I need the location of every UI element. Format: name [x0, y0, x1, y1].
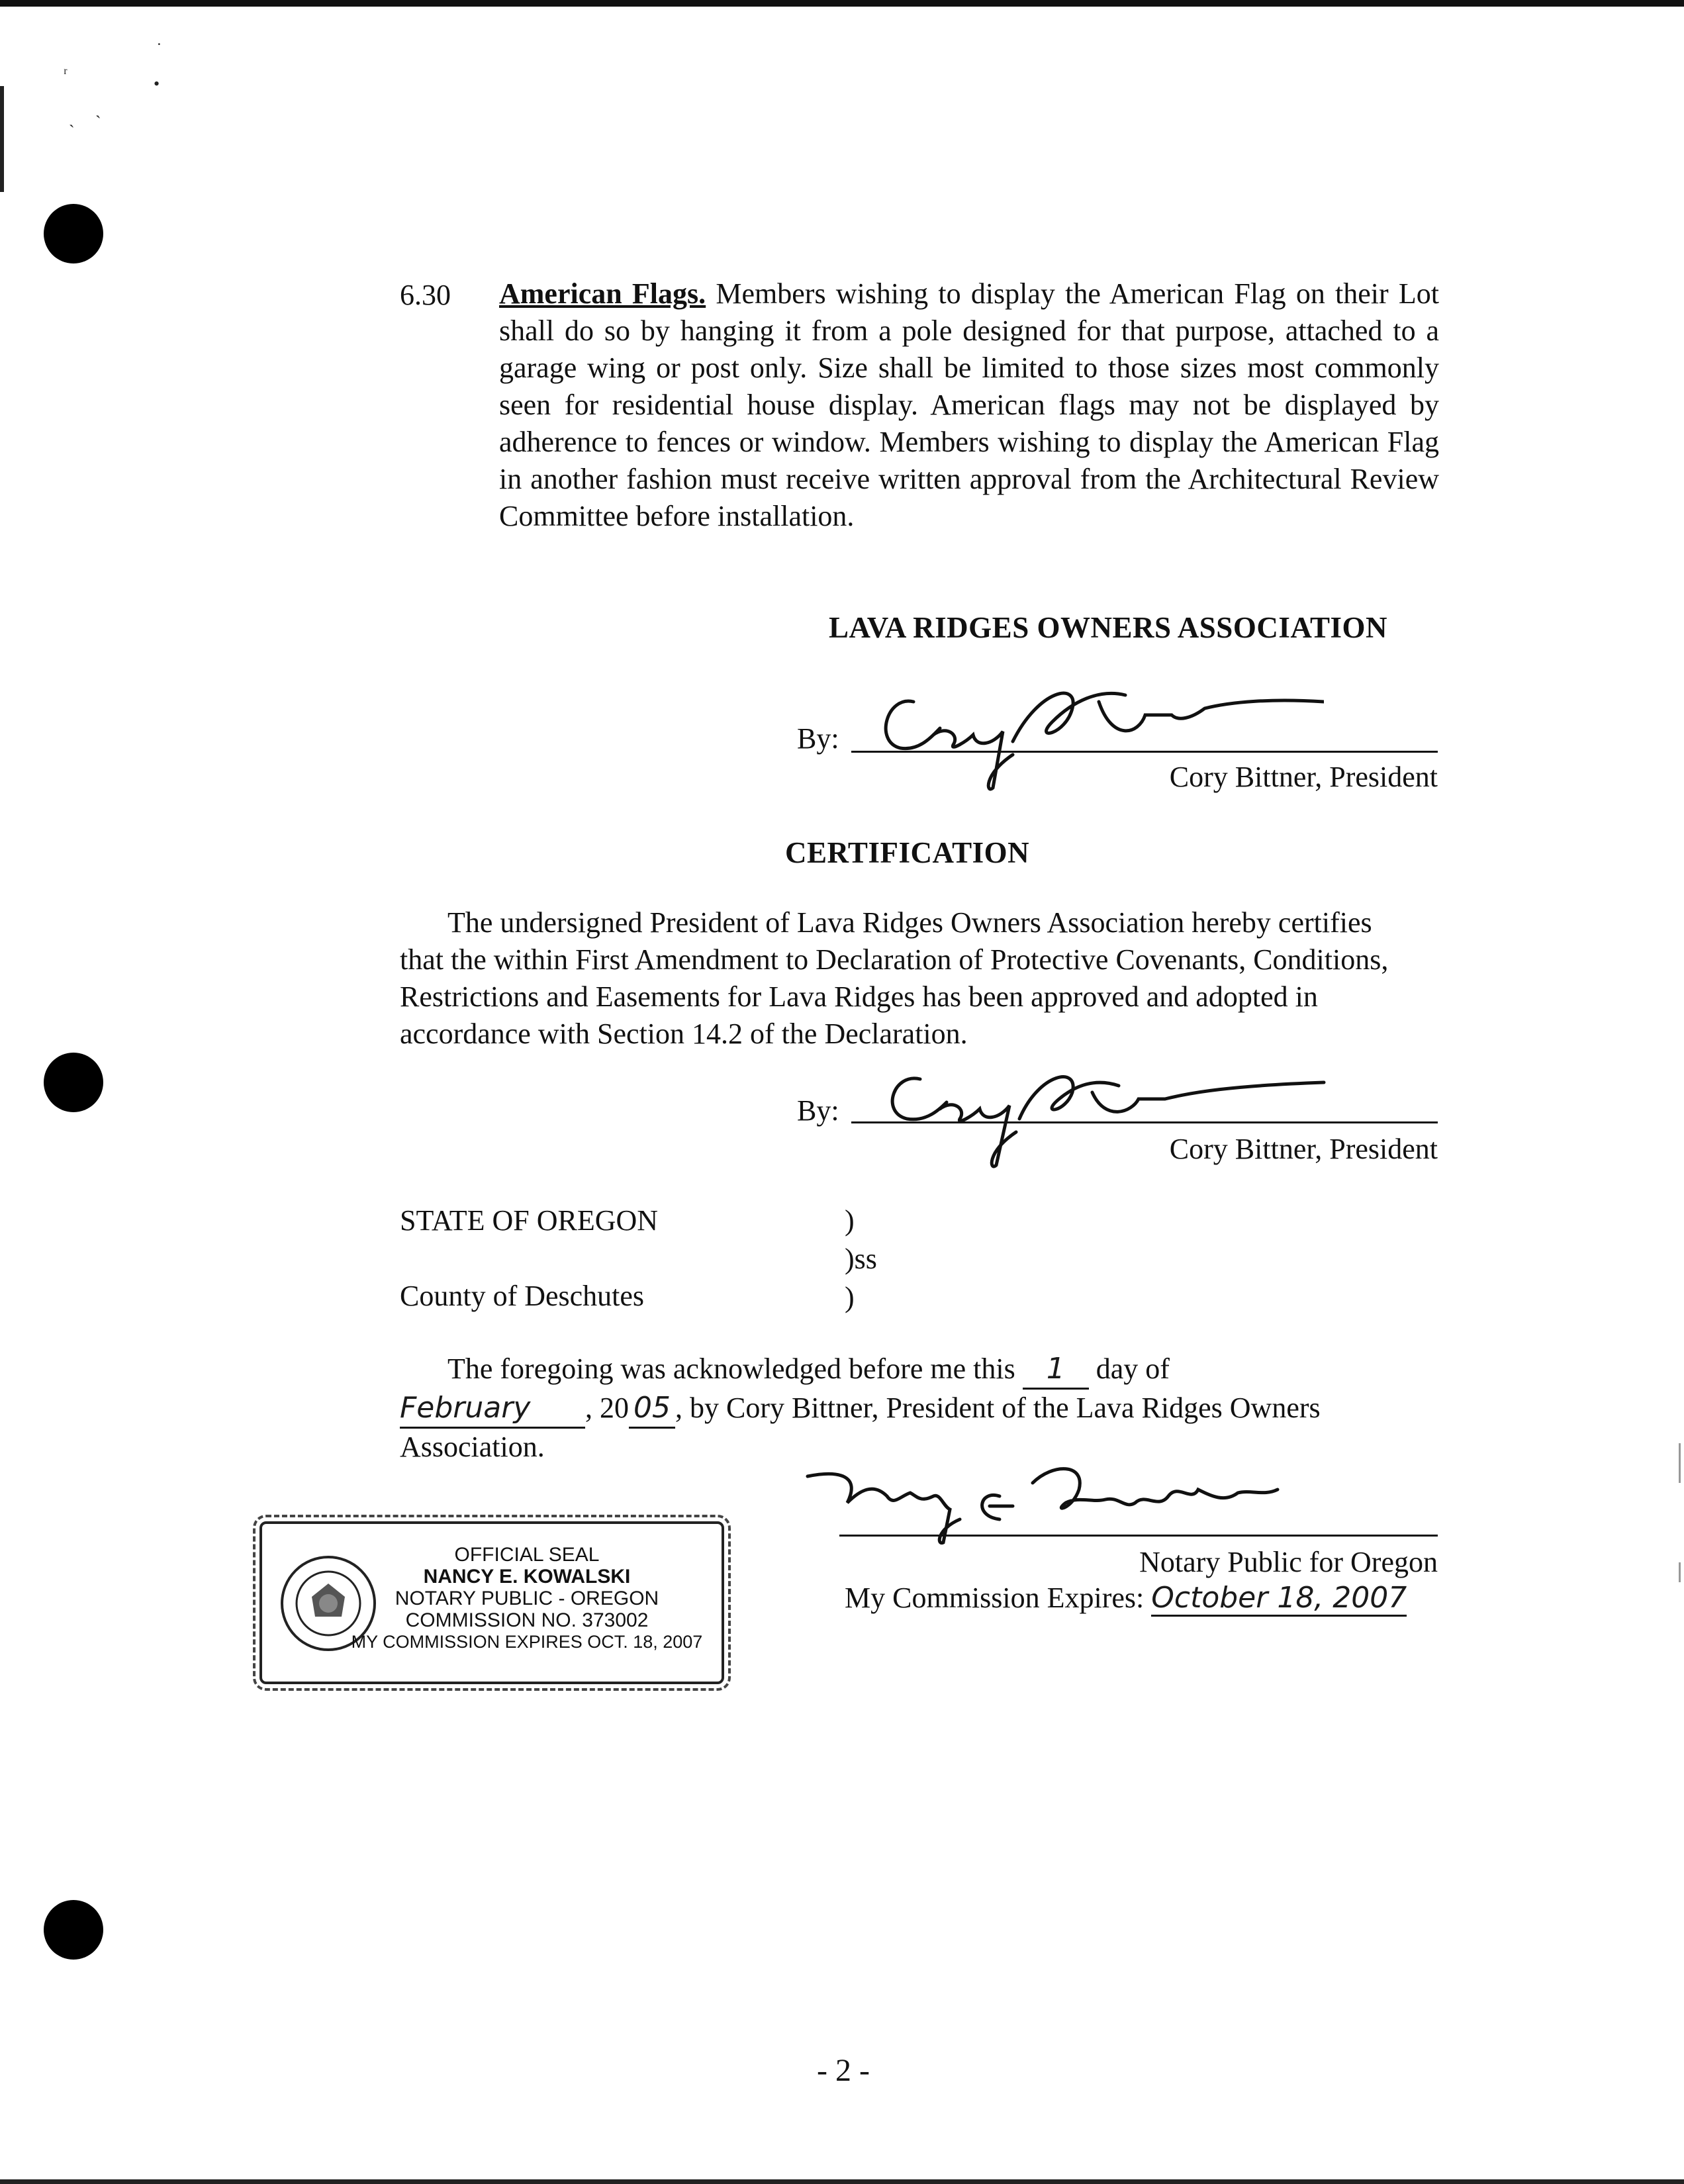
- scan-left-edge: [0, 86, 4, 192]
- section-paragraph: [499, 275, 1439, 535]
- signature-line: [851, 751, 1438, 753]
- state-label: STATE OF OREGON: [400, 1204, 659, 1237]
- ack-text: day of: [1088, 1353, 1170, 1385]
- section-body: Members wishing to display the American Flag on their Lot shall do so by hanging it from a pole designed for that purpose, attached to a garage wing or post only. Size shall be limited to those sizes most commonly seen for residential house display. American flags may not be displayed by adherence to fences or window. Members wishing to display the American Flag in another fashion must receive written approval from the Architectural Review Committee before installation.: [499, 277, 1440, 532]
- by-label: By:: [797, 722, 839, 755]
- notary-seal-stamp: [259, 1521, 724, 1684]
- ack-day-field: 1: [1023, 1351, 1089, 1390]
- scan-top-edge: [0, 0, 1684, 7]
- punch-hole-bottom: [44, 1900, 103, 1960]
- ack-text: , by Cory Bittner, President of the Lava Ridges Owners: [675, 1392, 1321, 1424]
- scan-mark: [1679, 1562, 1681, 1582]
- scan-speck: •: [154, 74, 160, 93]
- notary-title: Notary Public for Oregon: [1139, 1546, 1438, 1578]
- certification-text: The undersigned President of Lava Ridges Owners Association hereby certifies that the within First Amendment to Declaration of Protective Covenants, Conditions, Restrictions and Easements for Lava Ridges has been approved and adopted in accordance with Section 14.2 of the Declaration.: [400, 906, 1389, 1050]
- commission-expires-date: October 18, 2007: [1151, 1581, 1407, 1617]
- seal-line-name: NANCY E. KOWALSKI: [423, 1566, 631, 1588]
- section-number: 6.30: [400, 279, 451, 311]
- by-label: By:: [797, 1094, 839, 1127]
- seal-text-block: [348, 1544, 706, 1653]
- page-number: - 2 -: [817, 2053, 870, 2088]
- ack-text: , 20: [585, 1392, 629, 1424]
- scan-speck: ˴: [69, 114, 75, 133]
- seal-line-expires: MY COMMISSION EXPIRES OCT. 18, 2007: [351, 1632, 703, 1652]
- association-name: LAVA RIDGES OWNERS ASSOCIATION: [829, 611, 1388, 644]
- seal-line-title: NOTARY PUBLIC - OREGON: [395, 1588, 659, 1609]
- section-title: American Flags.: [499, 277, 706, 310]
- signer-name: Cory Bittner, President: [1169, 761, 1438, 793]
- certification-paragraph: [400, 904, 1393, 1053]
- scan-bottom-edge: [0, 2179, 1684, 2184]
- scan-speck: ʳ: [64, 64, 68, 83]
- ack-year-field: 05: [629, 1390, 675, 1429]
- seal-line-official: OFFICIAL SEAL: [454, 1544, 600, 1566]
- acknowledgment-paragraph: [400, 1351, 1446, 1466]
- notary-signature-line: [839, 1535, 1438, 1537]
- signature-line: [851, 1121, 1438, 1123]
- scan-speck: ˙: [156, 40, 162, 59]
- ack-line-2: [400, 1390, 1446, 1429]
- signer-name: Cory Bittner, President: [1169, 1133, 1438, 1165]
- ack-line-3: Association.: [400, 1431, 545, 1463]
- punch-hole-middle: [44, 1053, 103, 1112]
- seal-line-commission: COMMISSION NO. 373002: [405, 1609, 649, 1631]
- punch-hole-top: [44, 204, 103, 263]
- venue-paren: ): [845, 1281, 855, 1313]
- commission-expires-row: [845, 1581, 1407, 1615]
- certification-heading: CERTIFICATION: [785, 836, 1030, 869]
- venue-ss: )ss: [845, 1243, 877, 1275]
- commission-expires-label: My Commission Expires:: [845, 1582, 1152, 1614]
- scan-speck: ˏ: [95, 99, 101, 119]
- scan-mark: [1679, 1443, 1681, 1483]
- ack-month-field: February: [400, 1390, 585, 1429]
- venue-paren: ): [845, 1204, 855, 1237]
- ack-text: The foregoing was acknowledged before me this: [447, 1353, 1023, 1385]
- county-label: County of Deschutes: [400, 1280, 645, 1312]
- ack-line-1: [400, 1351, 1446, 1390]
